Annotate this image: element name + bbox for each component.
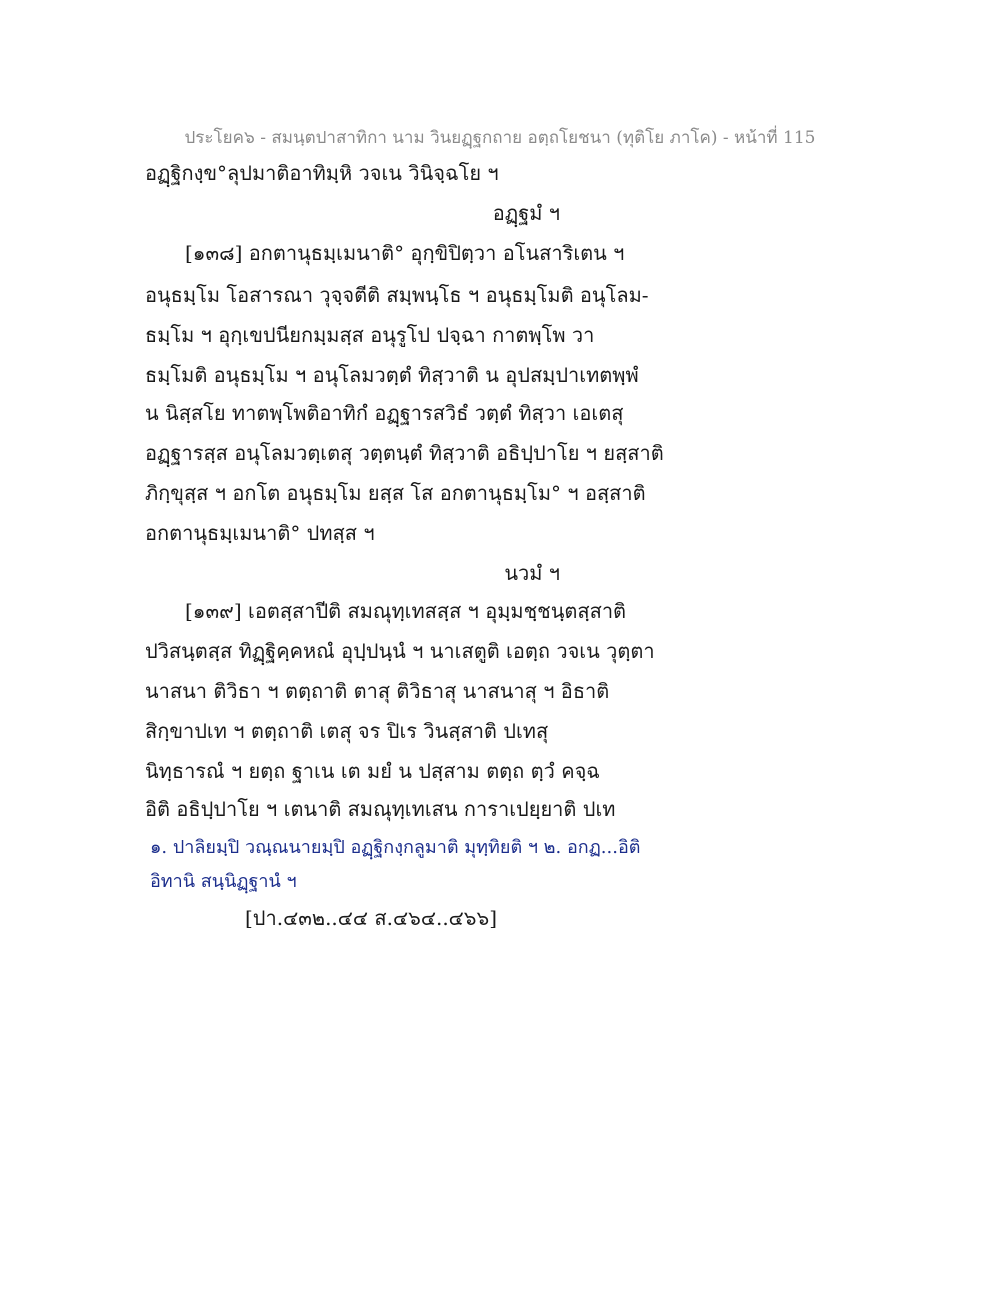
body-line: อฏฺฐิกงฺข°ลุปมาติอาทิมฺหิ วจเน วินิจฺฉโย ฯ bbox=[145, 161, 499, 185]
body-line: นาสนา ติวิธา ฯ ตตฺถาติ ตาสุ ติวิธาสุ นาสนาสุ ฯ อิธาติ bbox=[145, 679, 610, 703]
page-reference: [ปา.๔๓๒..๔๔ ส.๔๖๔..๔๖๖] bbox=[245, 906, 498, 930]
footnote-line: อิทานิ สนฺนิฏฺฐานํ ฯ bbox=[150, 871, 297, 892]
running-header: ประโยค๖ - สมนฺตปาสาทิกา นาม วินยฏฺฐกถาย อตฺถโยชนา (ทุติโย ภาโค) - หน้าที่ 115 bbox=[184, 128, 816, 148]
body-line: ปวิสนฺตสฺส ทิฏฺฐิคฺคหณํ อุปฺปนฺนํ ฯ นาเสตูติ เอตฺถ วจเน วุตฺตา bbox=[145, 639, 655, 663]
body-line: อฏฺฐารสฺส อนุโลมวตฺเตสุ วตฺตนฺตํ ทิสฺวาติ อธิปฺปาโย ฯ ยสฺสาติ bbox=[145, 441, 664, 465]
section-heading: นวมํ ฯ bbox=[504, 561, 560, 585]
body-line: นิทฺธารณํ ฯ ยตฺถ ฐาเน เต มยํ น ปสฺสาม ตตฺถ ตฺวํ คจฺฉ bbox=[145, 759, 600, 783]
paragraph-start: [๑๓๙] เอตสฺสาปีติ สมณุทฺเทสสฺส ฯ อุมฺมชฺชนฺตสฺสาติ bbox=[185, 599, 627, 623]
body-line: น นิสฺสโย ทาตพฺโพติอาทิกํ อฏฺฐารสวิธํ วตฺตํ ทิสฺวา เอเตสุ bbox=[145, 401, 624, 425]
body-line: ธมฺโม ฯ อุกฺเขปนียกมฺมสฺส อนุรูโป ปจฺฉา กาตพฺโพ วา bbox=[145, 323, 595, 347]
body-line: ภิกฺขุสฺส ฯ อกโต อนุธมฺโม ยสฺส โส อกตานุธมฺโม° ฯ อสฺสาติ bbox=[145, 481, 646, 505]
body-line: อนุธมฺโม โอสารณา วุจฺจตีติ สมฺพนฺโธ ฯ อนุธมฺโมติ อนุโลม- bbox=[145, 283, 649, 307]
paragraph-start: [๑๓๘] อกตานุธมฺเมนาติ° อุกฺขิปิตฺวา อโนสาริเตน ฯ bbox=[185, 241, 625, 265]
body-line: อิติ อธิปฺปาโย ฯ เตนาติ สมณุทฺเทเสน การาเปยฺยาติ ปเท bbox=[145, 797, 616, 821]
footnote-line: ๑. ปาลิยมฺปิ วณฺณนายมฺปิ อฏฺฐิกงฺกลูมาติ มุทฺทิยติ ฯ ๒. อกฏ...อิติ bbox=[150, 837, 641, 858]
body-line: ธมฺโมติ อนุธมฺโม ฯ อนุโลมวตฺตํ ทิสฺวาติ น อุปสมฺปาเทตพฺพํ bbox=[145, 363, 639, 387]
body-line: อกตานุธมฺเมนาติ° ปทสฺส ฯ bbox=[145, 521, 375, 545]
body-line: สิกฺขาปเท ฯ ตตฺถาติ เตสุ จร ปิเร วินสฺสาติ ปเทสุ bbox=[145, 719, 549, 743]
section-heading: อฏฺฐมํ ฯ bbox=[492, 201, 560, 225]
